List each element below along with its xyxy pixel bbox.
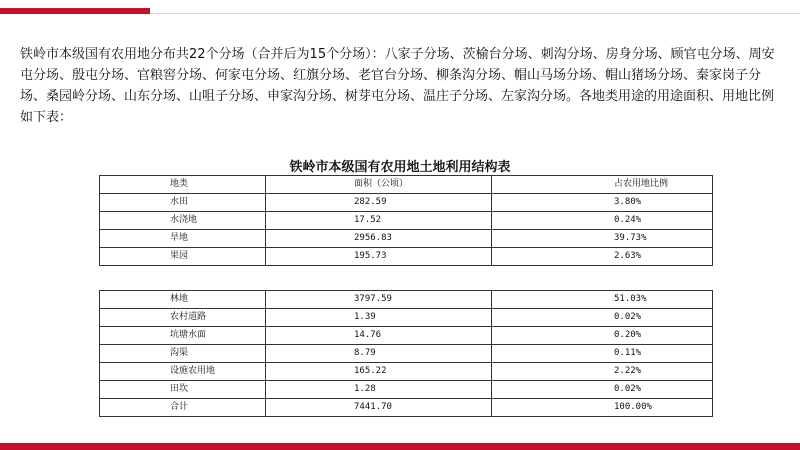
row-ratio: 0.20% — [492, 327, 713, 345]
table-row — [100, 248, 713, 266]
row-ratio: 2.22% — [492, 363, 713, 381]
row-area: 14.76 — [266, 327, 492, 345]
row-ratio: 0.24% — [492, 212, 713, 230]
row-ratio: 0.11% — [492, 345, 713, 363]
table-row — [100, 230, 713, 248]
row-land-type: 果园 — [100, 248, 266, 266]
row-ratio: 3.80% — [492, 194, 713, 212]
table-header-row — [100, 176, 713, 194]
row-area: 1.39 — [266, 309, 492, 327]
row-area: 1.28 — [266, 381, 492, 399]
row-ratio: 0.02% — [492, 381, 713, 399]
table-row — [100, 194, 713, 212]
top-accent-stripe — [0, 8, 150, 14]
table-title: 铁岭市本级国有农用地土地利用结构表 — [289, 160, 511, 175]
row-ratio: 0.02% — [492, 309, 713, 327]
header-ratio: 占农用地比例 — [492, 176, 713, 194]
row-ratio: 51.03% — [492, 291, 713, 309]
row-area: 8.79 — [266, 345, 492, 363]
row-land-type: 设施农用地 — [100, 363, 266, 381]
row-land-type: 旱地 — [100, 230, 266, 248]
row-land-type: 水田 — [100, 194, 266, 212]
row-area: 17.52 — [266, 212, 492, 230]
table-row — [100, 327, 713, 345]
row-land-type: 水浇地 — [100, 212, 266, 230]
table-total-row — [100, 399, 713, 417]
table-row — [100, 345, 713, 363]
row-area: 195.73 — [266, 248, 492, 266]
row-area: 2956.83 — [266, 230, 492, 248]
row-ratio: 39.73% — [492, 230, 713, 248]
header-area: 面积（公顷） — [266, 176, 492, 194]
row-land-type: 沟渠 — [100, 345, 266, 363]
row-area: 3797.59 — [266, 291, 492, 309]
table-row — [100, 309, 713, 327]
table-row — [100, 381, 713, 399]
total-label: 合计 — [100, 399, 266, 417]
row-land-type: 农村道路 — [100, 309, 266, 327]
land-use-table-part1 — [99, 175, 713, 266]
row-area: 282.59 — [266, 194, 492, 212]
row-land-type: 田坎 — [100, 381, 266, 399]
bottom-accent-bar — [0, 443, 800, 450]
row-ratio: 2.63% — [492, 248, 713, 266]
header-land-type: 地类 — [100, 176, 266, 194]
row-land-type: 林地 — [100, 291, 266, 309]
table-row — [100, 363, 713, 381]
top-decoration-bar — [0, 0, 800, 14]
row-area: 165.22 — [266, 363, 492, 381]
intro-paragraph: 铁岭市本级国有农用地分布共22个分场（合并后为15个分场）：八家子分场、茨榆台分场、刺沟分场、房身分场、顾官屯分场、周安屯分场、殷屯分场、官粮窖分场、何家屯分场、红旗分场、老官台分场、柳条沟分场、帽山马场分场、帽山猪场分场、秦家岗子分场、桑园岭分场、山东分场、山咀子分场、申家沟分场、树芽屯分场、温庄子分场、左家沟分场。各地类用途的用途面积、用地比例如下表： — [20, 47, 775, 125]
row-land-type: 坑塘水面 — [100, 327, 266, 345]
total-ratio: 100.00% — [492, 399, 713, 417]
total-area: 7441.70 — [266, 399, 492, 417]
table-row — [100, 212, 713, 230]
table-row — [100, 291, 713, 309]
top-divider-line — [150, 13, 800, 14]
land-use-table-part2 — [99, 290, 713, 417]
